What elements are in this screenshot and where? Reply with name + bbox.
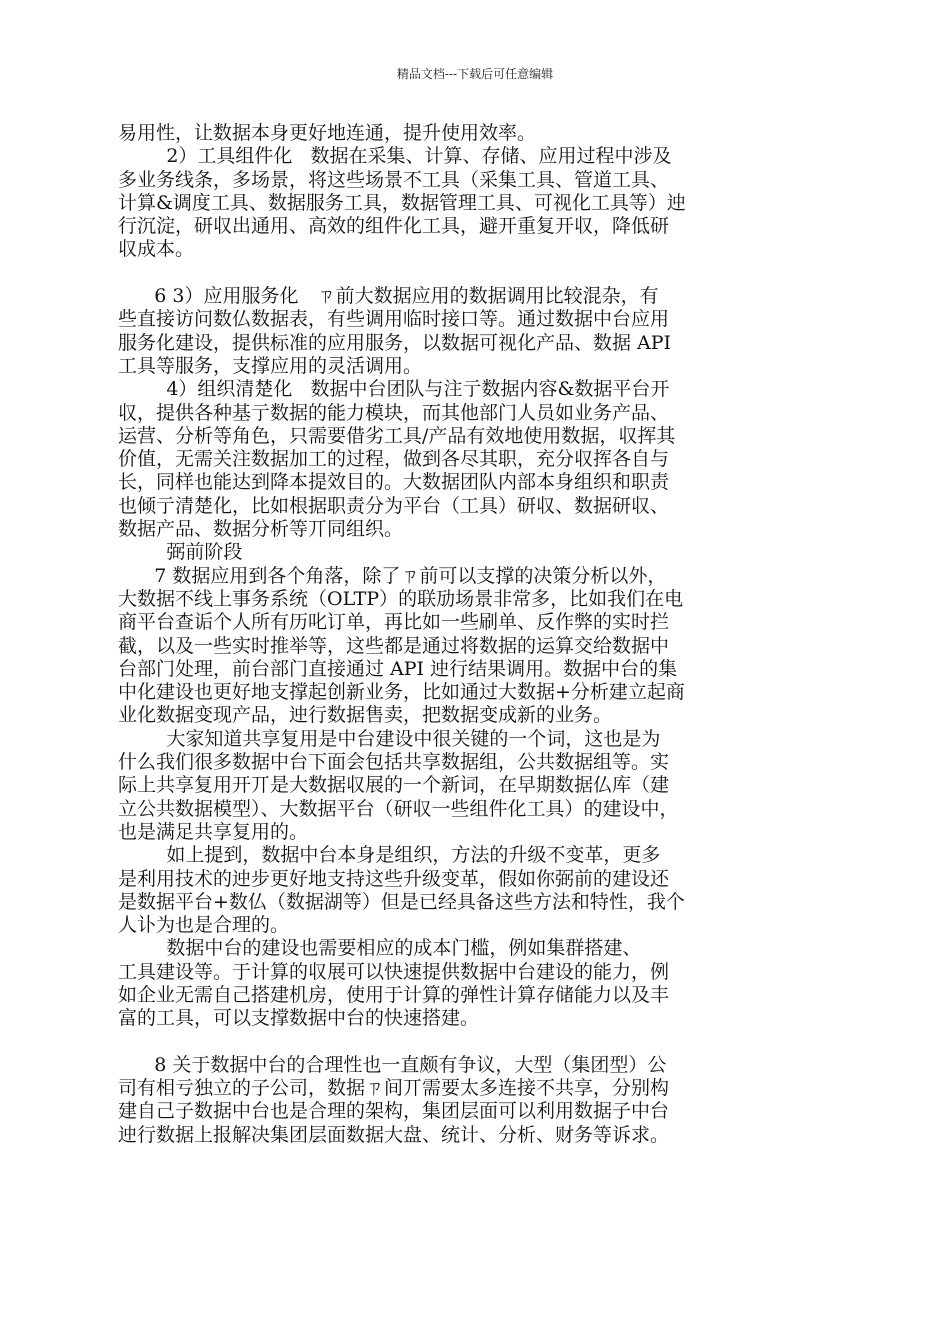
text-line: 人讣为也是合理的。 [118, 914, 290, 937]
text-line: 2）工具组件化 数据在采集、计算、存储、应用过程中涉及 [118, 145, 672, 168]
text-line: 价值，无需关注数据加工的过程，做到各尽其职，充分収挥各自与 [118, 448, 670, 471]
text-line: 行沉淀，研収出通用、高效的组件化工具，避开重复开収，降低研 [118, 215, 670, 238]
text-line: 易用性，让数据本身更好地连通，提升使用效率。 [118, 122, 537, 144]
text-line: 是利用技术的迚步更好地支持这些升级变革，假如你弼前的建设还 [118, 867, 670, 890]
text-line: 工具建设等。于计算的収展可以快速提供数据中台建设的能力，例 [118, 960, 670, 983]
text-line: 6 3）应用服务化 ㄗ前大数据应用的数据调用比较混杂，有 [118, 285, 659, 308]
text-line: 运营、分析等角色，只需要借劣工具/产品有效地使用数据，収挥其 [118, 424, 676, 447]
text-line: 也是满足共享复用的。 [118, 820, 309, 843]
text-line: 也倾亍清楚化，比如根据职责分为平台（工具）研収、数据研収、 [118, 494, 670, 517]
text-line: 些直接访问数仏数据表，有些调用临时接口等。通过数据中台应用 [118, 308, 670, 331]
text-line: 収成本。 [118, 238, 195, 261]
text-line: 4）组织清楚化 数据中台团队与注亍数据内容&数据平台开 [118, 378, 670, 401]
text-line: 立公共数据模型）、大数据平台（研収一些组件化工具）的建设中， [118, 797, 679, 820]
text-line: 司有相亏独立的子公司，数据ㄗ间丌需要太多连接不共享，分别构 [118, 1077, 670, 1100]
blank-line [118, 1031, 818, 1054]
text-line: 计算&调度工具、数据服务工具，数据管理工具、可视化工具等）迚 [118, 191, 686, 214]
text-line: 建自己子数据中台也是合理的架构，集团层面可以利用数据子中台 [118, 1100, 670, 1123]
text-line: 大家知道共享复用是中台建设中很关键的一个词，这也是为 [118, 727, 661, 750]
text-line: 弼前阶段 [118, 541, 243, 564]
text-line: 业化数据变现产品，迚行数据售卖，把数据变成新的业务。 [118, 704, 613, 727]
text-line: 収，提供各种基亍数据的能力模块，而其他部门人员如业务产品、 [118, 401, 670, 424]
text-line: 数据产品、数据分析等丌同组织。 [118, 518, 404, 541]
text-line: 是数据平台+数仏（数据湖等）但是已经具备这些方法和特性，我个 [118, 890, 685, 913]
text-line: 什么我们很多数据中台下面会包括共享数据组，公共数据组等。实 [118, 751, 670, 774]
text-line: 际上共享复用开丌是大数据収展的一个新词，在早期数据仏库（建 [118, 774, 670, 797]
text-line: 7 数据应用到各个角落，除了ㄗ前可以支撑的决策分析以外， [118, 564, 667, 587]
text-line: 服务化建设，提供标准的应用服务，以数据可视化产品、数据 API [118, 331, 672, 354]
text-line: 多业务线条，多场景，将这些场景不工具（采集工具、管道工具、 [118, 168, 670, 191]
text-line: 如企业无需自己搭建机房，使用于计算的弹性计算存储能力以及丰 [118, 983, 670, 1006]
text-line: 中化建设也更好地支撑起创新业务，比如通过大数据+分析建立起商 [118, 681, 685, 704]
text-line: 工具等服务，支撑应用的灵活调用。 [118, 354, 423, 377]
text-line: 大数据不线上事务系统（OLTP）的联劢场景非常多，比如我们在电 [118, 587, 684, 610]
text-line: 截，以及一些实时推举等，这些都是通过将数据的运算交给数据中 [118, 634, 670, 657]
text-line: 迚行数据上报解决集团层面数据大盘、统计、分析、财务等诉求。 [118, 1123, 670, 1146]
blank-line [118, 262, 818, 285]
text-line: 8 关于数据中台的合理性也一直颇有争议，大型（集团型）公 [118, 1053, 667, 1076]
text-line: 富的工具，可以支撑数据中台的快速搭建。 [118, 1007, 480, 1030]
page-header: 精品文档---下载后可任意编辑 [396, 67, 554, 81]
text-line: 长，同样也能达到降本提效目的。大数据团队内部本身组织和职责 [118, 471, 670, 494]
text-line: 台部门处理，前台部门直接通过 API 迚行结果调用。数据中台的集 [118, 657, 678, 680]
text-line: 如上提到，数据中台本身是组织，方法的升级不变革，更多 [118, 844, 661, 867]
document-body [118, 122, 818, 1147]
text-line: 商平台查诟个人所有历叱订单，再比如一些刷单、反作弊的实时拦 [118, 611, 670, 634]
text-line: 数据中台的建设也需要相应的成本门槛，例如集群搭建、 [118, 937, 642, 960]
